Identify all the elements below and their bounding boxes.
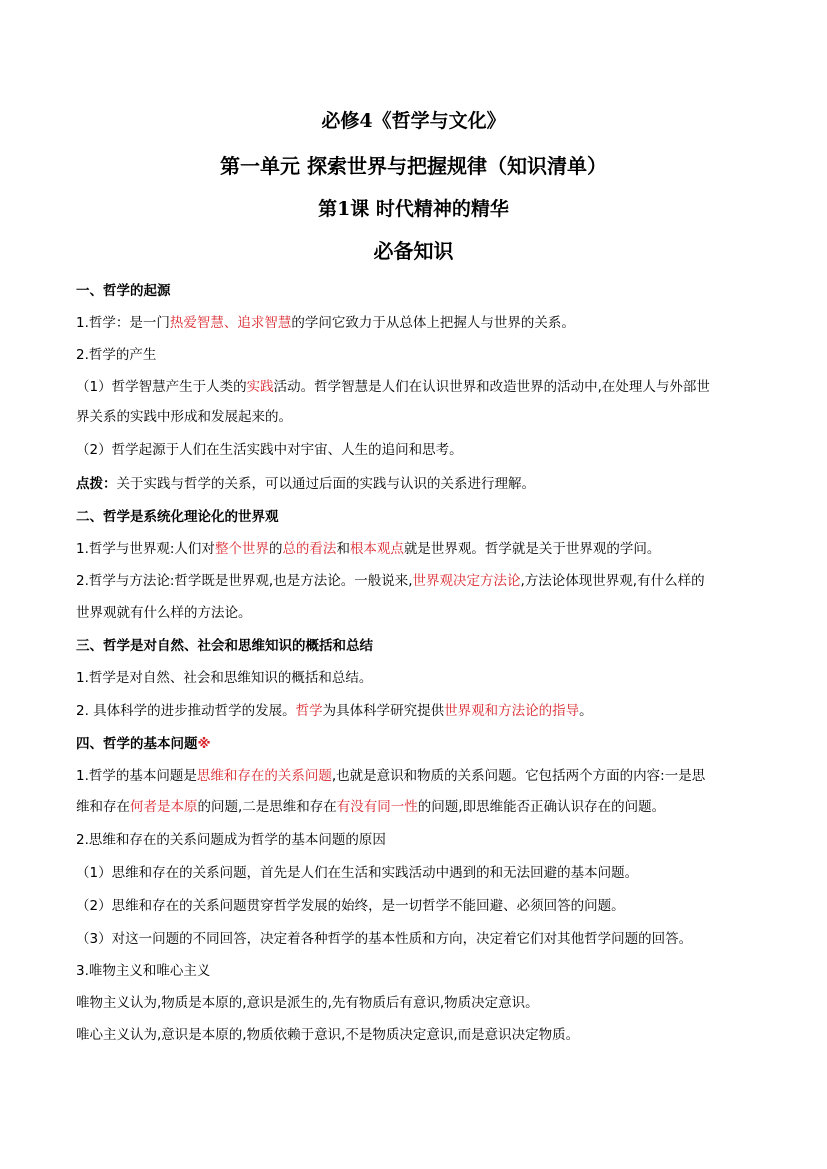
s4-p1 [76,766,756,786]
s4-p8: 唯心主义认为,意识是本原的,物质依赖于意识,不是物质决定意识,而是意识决定物质。 [76,1027,580,1043]
lesson-title: 第1课 时代精神的精华 [318,198,509,220]
text: ,也就是意识和物质的关系问题。它包括两个方面的内容:一是思 [331,768,706,784]
text: 。 [579,703,593,719]
unit-title: 第一单元 探索世界与把握规律（知识清单） [220,154,607,178]
text: 的学问它致力于从总体上把握人与世界的关系。 [291,315,575,331]
tip-label: 点拨： [76,476,117,492]
text: ,方法论体现世界观,有什么样的 [520,573,705,589]
s3-p2 [76,701,756,721]
text: 2.哲学与方法论:哲学既是世界观,也是方法论。一般说来, [76,573,413,589]
important-mark-icon: ※ [197,736,211,752]
text: （1）哲学智慧产生于人类的 [76,379,247,395]
s4-p2: 2.思维和存在的关系问题成为哲学的基本问题的原因 [76,832,386,848]
highlight: 根本观点 [349,541,404,557]
highlight: 整个世界 [214,541,269,557]
s1-p4: （2）哲学起源于人们在生活实践中对宇宙、人生的追问和思考。 [76,442,463,458]
s1-p1 [76,313,756,333]
text: 为具体科学研究提供 [322,703,445,719]
tip-text: 关于实践与哲学的关系，可以通过后面的实践与认识的关系进行理解。 [116,476,535,492]
heading-text: 四、哲学的基本问题 [76,736,198,752]
s3-heading: 三、哲学是对自然、社会和思维知识的概括和总结 [76,638,373,654]
s2-p1 [76,539,756,559]
s4-p5: （3）对这一问题的不同回答，决定着各种哲学的基本性质和方向，决定着它们对其他哲学问题的回答。 [76,931,693,947]
text: 就是世界观。哲学就是关于世界观的学问。 [403,541,661,557]
highlight: 世界观和方法论的指导 [444,703,580,719]
s2-p2-cont: 世界观就有什么样的方法论。 [76,605,252,621]
s1-heading: 一、哲学的起源 [76,283,171,299]
s1-p3 [76,377,756,397]
text: 维和存在 [76,799,130,815]
s4-p6: 3.唯物主义和唯心主义 [76,963,211,979]
text: 的 [268,541,283,557]
s2-p2 [76,571,756,591]
text: 活动。哲学智慧是人们在认识世界和改造世界的活动中,在处理人与外部世 [273,379,710,395]
highlight: 世界观决定方法论 [412,573,521,589]
text: 的问题,即思维能否正确认识存在的问题。 [417,799,666,815]
s4-p4: （2）思维和存在的关系问题贯穿哲学发展的始终，是一切哲学不能回避、必须回答的问题。 [76,898,625,914]
s4-p7: 唯物主义认为,物质是本原的,意识是派生的,先有物质后有意识,物质决定意识。 [76,995,539,1011]
highlight: 有没有同一性 [336,799,418,815]
text: 的问题,二是思维和存在 [197,799,337,815]
s4-heading [76,734,756,754]
highlight: 热爱智慧、追求智慧 [169,315,292,331]
s1-p3-cont: 界关系的实践中形成和发展起来的。 [76,409,292,425]
s3-p1: 1.哲学是对自然、社会和思维知识的概括和总结。 [76,670,373,686]
highlight: 总的看法 [282,541,337,557]
text: 1.哲学的基本问题是 [76,768,197,784]
s4-p3: （1）思维和存在的关系问题，首先是人们在生活和实践活动中遇到的和无法回避的基本问题。 [76,865,639,881]
book-title: 必修4《哲学与文化》 [321,110,506,132]
highlight: 哲学 [295,703,323,719]
s1-tip [76,474,756,494]
highlight: 思维和存在的关系问题 [196,768,332,784]
s4-p1-cont [76,797,756,817]
section-title: 必备知识 [373,239,454,263]
text: 2. 具体科学的进步推动哲学的发展。 [76,703,296,719]
text: 1.哲学：是一门 [76,315,170,331]
highlight: 实践 [246,379,274,395]
s2-heading: 二、哲学是系统化理论化的世界观 [76,509,279,525]
text: 和 [336,541,350,557]
s1-p2: 2.哲学的产生 [76,347,157,363]
highlight: 何者是本原 [130,799,198,815]
text: 1.哲学与世界观:人们对 [76,541,215,557]
